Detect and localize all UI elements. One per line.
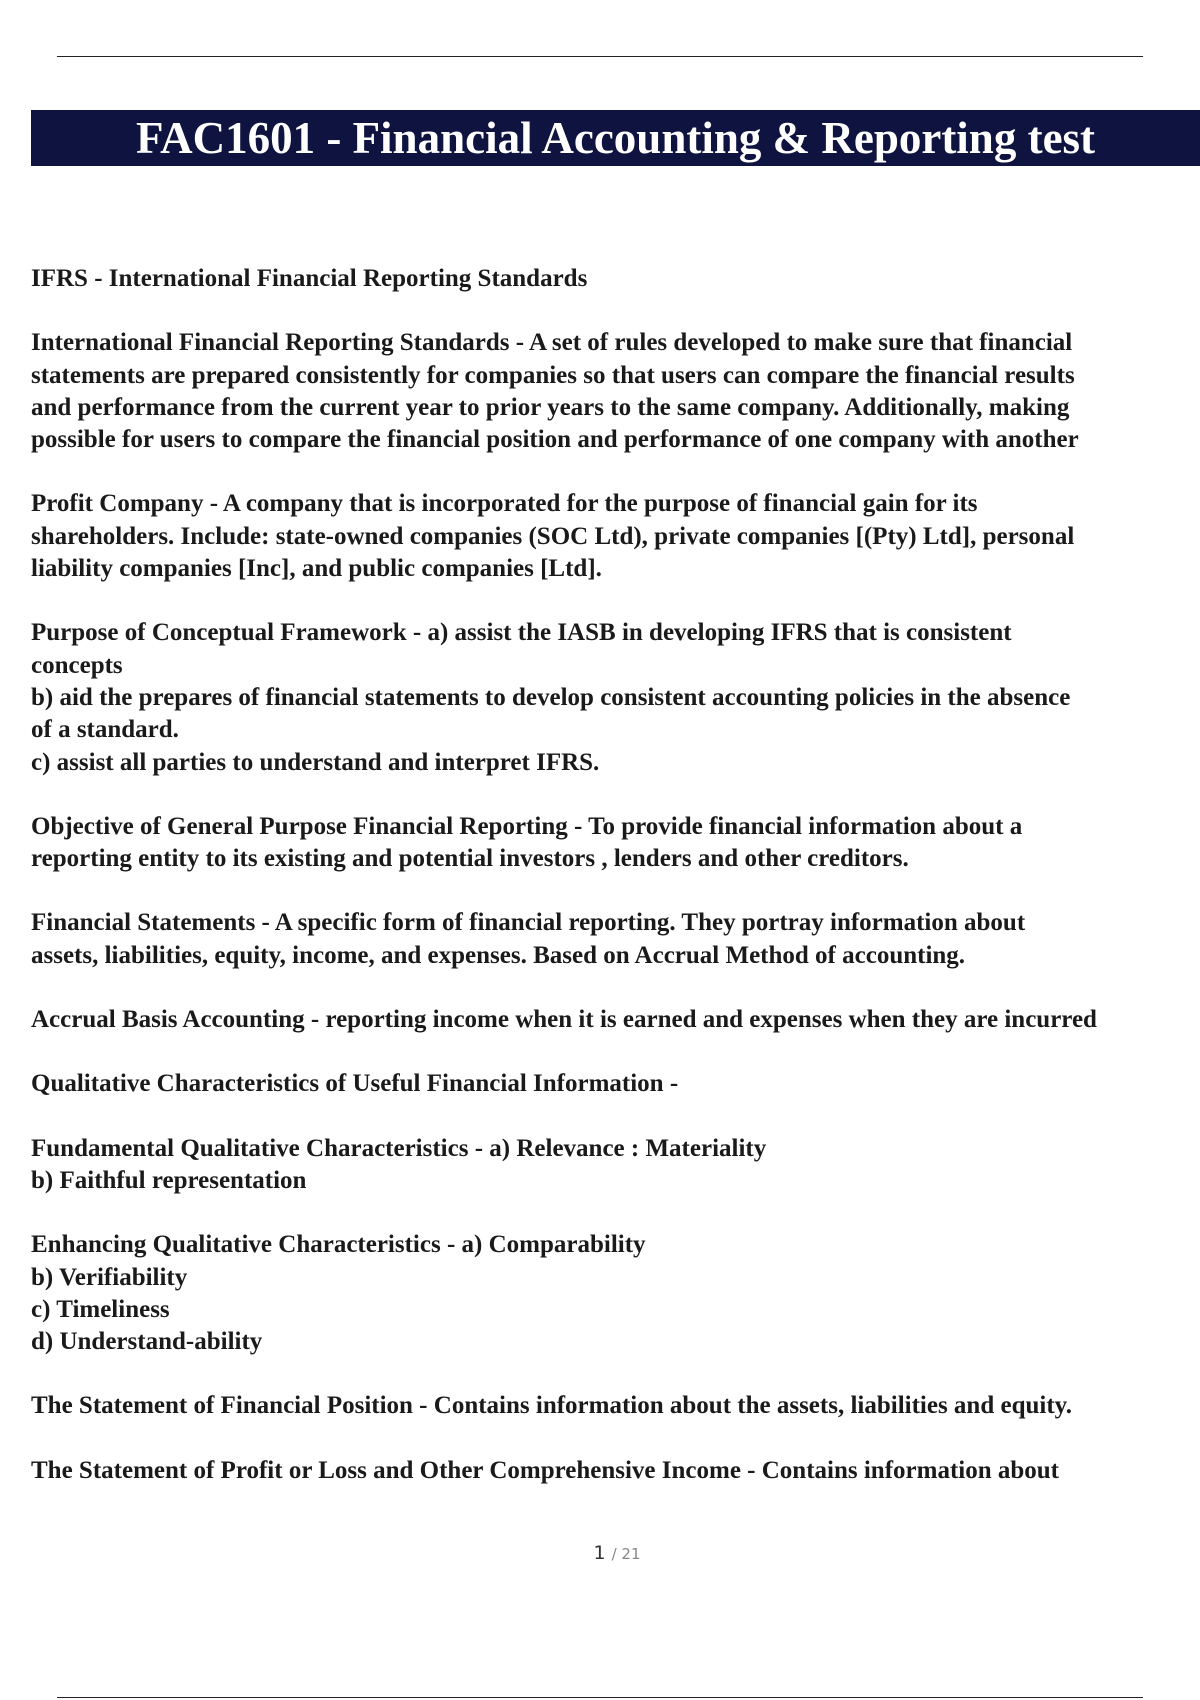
definition-entry (31, 907, 1200, 972)
entry-text-line: statements are prepared consistently for companies so that users can compare the financial results (31, 361, 1075, 389)
entry-text-line: concepts (31, 651, 123, 679)
entry-text-line: assets, liabilities, equity, income, and expenses. Based on Accrual Method of accounting. (31, 941, 966, 969)
entry-text-line: Profit Company - A company that is incorporated for the purpose of financial gain for its (31, 490, 978, 518)
definition-entry (31, 617, 1200, 778)
definition-entry (31, 1229, 1200, 1358)
entry-text-line: The Statement of Financial Position - Contains information about the assets, liabilities and equity. (31, 1392, 1073, 1420)
definition-entry (31, 1004, 1200, 1036)
entry-text-line: reporting entity to its existing and potential investors , lenders and other creditors. (31, 845, 909, 873)
entry-text-line: and performance from the current year to prior years to the same company. Additionally, making (31, 393, 1070, 421)
document-title-text: FAC1601 - Financial Accounting & Reporting test (135, 113, 1096, 163)
entry-text-line: of a standard. (31, 716, 179, 744)
page-indicator (0, 1542, 1200, 1564)
entry-text-line: b) aid the prepares of financial statements to develop consistent accounting policies in the absence (31, 683, 1071, 711)
definition-entry (31, 1068, 1200, 1100)
entry-text-line: possible for users to compare the financial position and performance of one company with another (31, 426, 1079, 454)
entry-text-line: c) assist all parties to understand and interpret IFRS. (31, 748, 600, 776)
entry-text-line: Fundamental Qualitative Characteristics - a) Relevance : Materiality (31, 1134, 767, 1162)
entry-text-line: b) Verifiability (31, 1263, 188, 1291)
bottom-rule (57, 1697, 1143, 1698)
document-title (31, 110, 1200, 166)
page-current: 1 (593, 1542, 606, 1564)
entry-text-line: b) Faithful representation (31, 1166, 307, 1194)
entry-text-line: c) Timeliness (31, 1295, 170, 1323)
entry-text-line: Enhancing Qualitative Characteristics - a) Comparability (31, 1231, 646, 1259)
definition-entry (31, 327, 1200, 456)
entry-text-line: Qualitative Characteristics of Useful Financial Information - (31, 1070, 679, 1098)
entry-text-line: Purpose of Conceptual Framework - a) assist the IASB in developing IFRS that is consistent (31, 619, 1012, 647)
definition-entry (31, 1390, 1200, 1422)
definition-entry (31, 1455, 1200, 1487)
definition-entry (31, 488, 1200, 585)
document-body (31, 263, 1200, 1519)
entry-text-line: Financial Statements - A specific form of financial reporting. They portray information about (31, 909, 1026, 937)
entry-text-line: shareholders. Include: state-owned companies (SOC Ltd), private companies [(Pty) Ltd], personal (31, 522, 1075, 550)
definition-entry (31, 811, 1200, 876)
entry-text-line: International Financial Reporting Standards - A set of rules developed to make sure that financial (31, 329, 1073, 357)
entry-text-line: Objective of General Purpose Financial Reporting - To provide financial information about a (31, 812, 1023, 840)
entry-text-line: liability companies [Inc], and public companies [Ltd]. (31, 555, 602, 583)
definition-entry (31, 1133, 1200, 1198)
entry-text-line: d) Understand-ability (31, 1328, 263, 1356)
page-total: / 21 (611, 1545, 641, 1563)
entry-text-line: IFRS - International Financial Reporting Standards (31, 265, 588, 292)
definition-entry (31, 263, 1200, 295)
entry-text-line: Accrual Basis Accounting - reporting income when it is earned and expenses when they are incurred (31, 1006, 1097, 1034)
top-rule (57, 56, 1143, 57)
entry-text-line: The Statement of Profit or Loss and Other Comprehensive Income - Contains information about (31, 1456, 1060, 1484)
